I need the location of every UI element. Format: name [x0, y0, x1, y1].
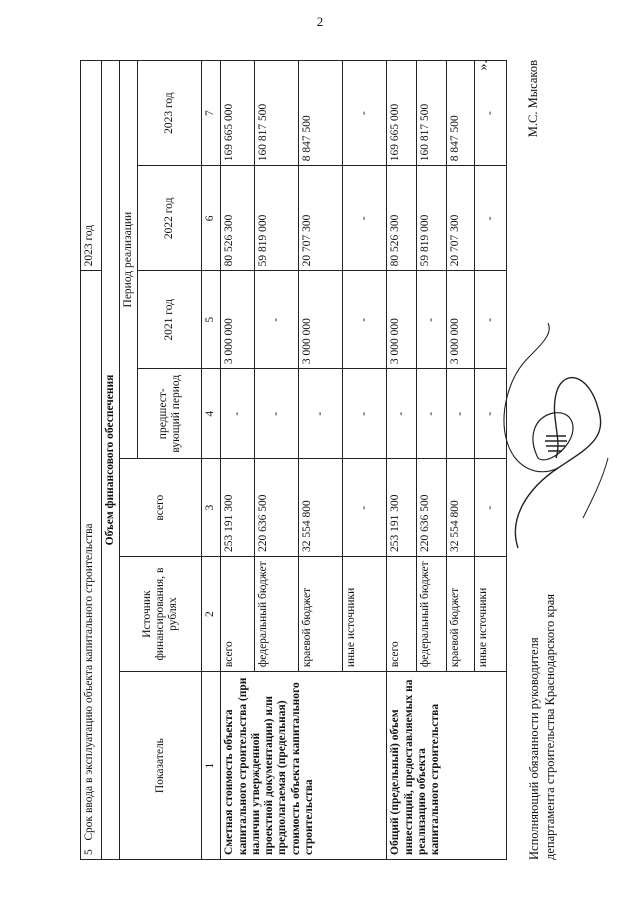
total-cell: 253 191 300	[221, 459, 255, 557]
financing-title-row	[102, 61, 120, 860]
year-2023-cell: -	[343, 61, 387, 166]
year-2021-cell: -	[255, 271, 299, 369]
column-number: 3	[202, 459, 221, 557]
total-cell: 253 191 300	[387, 459, 417, 557]
source-cell: иные источники	[343, 556, 387, 671]
source-cell: краевой бюджет	[299, 556, 343, 671]
column-number: 2	[202, 556, 221, 671]
rotated-sheet	[80, 60, 558, 860]
total-cell: 220 636 500	[417, 459, 447, 557]
year-2021-cell: -	[475, 271, 507, 369]
commission-label-cell	[81, 271, 102, 860]
year-2022-cell: 59 819 000	[255, 166, 299, 271]
year-2022-cell: -	[343, 166, 387, 271]
header-total: всего	[120, 459, 202, 557]
financing-table	[80, 60, 507, 860]
year-2021-cell: -	[343, 271, 387, 369]
total-cell: -	[475, 459, 507, 557]
year-2023-cell: 169 665 000	[221, 61, 255, 166]
signer-name: М.С. Мысаков	[526, 60, 540, 138]
commission-year: 2023 год	[81, 61, 102, 271]
year-2022-cell: 59 819 000	[417, 166, 447, 271]
preceding-cell: -	[255, 369, 299, 459]
total-cell: -	[343, 459, 387, 557]
signer-position	[526, 594, 559, 860]
source-cell: федеральный бюджет	[417, 556, 447, 671]
year-2022-cell: 20 707 300	[447, 166, 475, 271]
total-cell: 32 554 800	[447, 459, 475, 557]
page-number: 2	[316, 14, 324, 29]
closing-quote: ».	[476, 60, 491, 71]
total-cell: 32 554 800	[299, 459, 343, 557]
indicator-total-investment: Общий (предельный) объем инвестиций, предоставляемых на реализацию объекта капитального строительства	[387, 672, 507, 860]
year-2023-cell: 8 847 500	[299, 61, 343, 166]
source-cell: всего	[221, 556, 255, 671]
header-source: Источник финансирования, в рублях	[120, 556, 202, 671]
year-2021-cell: -	[417, 271, 447, 369]
year-2023-cell: 8 847 500	[447, 61, 475, 166]
source-cell: иные источники	[475, 556, 507, 671]
header-period: Период реализации	[120, 61, 138, 459]
header-year-2022: 2022 год	[138, 166, 202, 271]
year-2021-cell: 3 000 000	[299, 271, 343, 369]
table-row	[387, 61, 417, 860]
total-cell: 220 636 500	[255, 459, 299, 557]
column-number: 1	[202, 672, 221, 860]
source-cell: краевой бюджет	[447, 556, 475, 671]
header-year-2021: 2021 год	[138, 271, 202, 369]
financing-title: Объем финансового обеспечения	[102, 61, 120, 860]
preceding-cell: -	[343, 369, 387, 459]
header-row-1	[120, 61, 138, 860]
column-number: 4	[202, 369, 221, 459]
year-2022-cell: -	[475, 166, 507, 271]
commission-label: Срок ввода в эксплуатацию объекта капитального строительства	[83, 523, 95, 841]
preceding-cell: -	[299, 369, 343, 459]
preceding-cell: -	[447, 369, 475, 459]
source-cell: всего	[387, 556, 417, 671]
signer-line-2: департамента строительства Краснодарского края	[543, 593, 558, 860]
year-2021-cell: 3 000 000	[221, 271, 255, 369]
preceding-cell: -	[221, 369, 255, 459]
table-row	[221, 61, 255, 860]
signer-line-1: Исполняющий обязанности руководителя	[527, 637, 541, 860]
year-2021-cell: 3 000 000	[447, 271, 475, 369]
column-number: 5	[202, 271, 221, 369]
preceding-cell: -	[387, 369, 417, 459]
source-cell: федеральный бюджет	[255, 556, 299, 671]
header-preceding: предшест-вующий период	[138, 369, 202, 459]
column-number-row	[202, 61, 221, 860]
preceding-cell: -	[475, 369, 507, 459]
year-2021-cell: 3 000 000	[387, 271, 417, 369]
year-2023-cell: 169 665 000	[387, 61, 417, 166]
column-number: 7	[202, 61, 221, 166]
commission-number: 5	[83, 849, 95, 855]
header-indicator: Показатель	[120, 672, 202, 860]
preceding-cell: -	[417, 369, 447, 459]
year-2023-cell: 160 817 500	[255, 61, 299, 166]
column-number: 6	[202, 166, 221, 271]
year-2023-cell: 160 817 500	[417, 61, 447, 166]
header-year-2023: 2023 год	[138, 61, 202, 166]
commission-row	[81, 61, 102, 860]
year-2022-cell: 20 707 300	[299, 166, 343, 271]
handwritten-signature-icon	[498, 318, 618, 558]
year-2022-cell: 80 526 300	[387, 166, 417, 271]
year-2022-cell: 80 526 300	[221, 166, 255, 271]
indicator-estimated-cost: Сметная стоимость объекта капитального строительства (при наличии утвержденной проектной документации) или предполагаемая (предельная) стоимость объекта капитального строительства	[221, 672, 387, 860]
year-2023-cell: -	[475, 61, 507, 166]
